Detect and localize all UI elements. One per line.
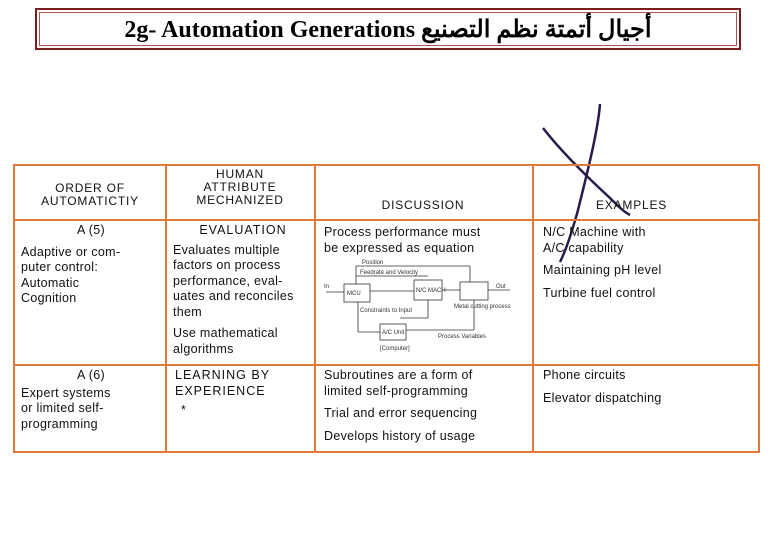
diagram-label-in: In xyxy=(324,284,330,290)
row-divider xyxy=(15,364,758,366)
diagram-label-process-variables: Process Variables xyxy=(438,334,486,340)
header-human-attribute: HUMAN ATTRIBUTE MECHANIZED xyxy=(196,167,284,207)
row2-examples: Phone circuits Elevator dispatching xyxy=(543,368,662,405)
diagram-label-ac-unit: A/C Unit xyxy=(382,330,405,336)
row1-discussion: Process performance must be expressed as equation xyxy=(324,225,481,255)
header-order: ORDER OF AUTOMATICTIY xyxy=(41,181,139,208)
row1-examples: N/C Machine with A/C capability Maintaining pH level Turbine fuel control xyxy=(543,225,662,300)
col-divider-2 xyxy=(314,166,316,451)
diagram-label-constraints: Constraints to Input xyxy=(360,308,413,314)
diagram-label-mcu: MCU xyxy=(347,291,361,297)
header-discussion: DISCUSSION xyxy=(381,198,465,212)
row2-order: A (6) Expert systems or limited self- programming xyxy=(21,368,111,431)
diagram-label-feedrate: Feedrate and Velocity xyxy=(360,270,419,276)
diagram-label-position: Position xyxy=(362,260,384,266)
diagram-label-computer: [Computer] xyxy=(380,346,410,352)
row1-order: A (5) Adaptive or com- puter control: Automatic Cognition xyxy=(21,223,121,305)
col-divider-3 xyxy=(532,166,534,451)
row2-discussion: Subroutines are a form of limited self-programming Trial and error sequencing Develops history of usage xyxy=(324,368,478,443)
diagram-label-metal-cutting: Metal cutting process xyxy=(454,304,511,310)
header-examples: EXAMPLES xyxy=(596,198,668,212)
control-loop-diagram xyxy=(320,258,528,356)
row2-attribute: LEARNING BY EXPERIENCE * xyxy=(175,368,271,417)
header-divider xyxy=(15,219,758,221)
col-divider-1 xyxy=(165,166,167,451)
page-title: 2g- Automation Generations أجيال أتمتة نظم التصنيع xyxy=(124,16,652,43)
diagram-label-out: Out xyxy=(496,284,506,290)
diagram-label-nc-mach: N/C MACH xyxy=(416,288,446,294)
row1-attribute: EVALUATION Evaluates multiple factors on process performance, eval- uates and reconciles them Use mathematical algorithms xyxy=(173,223,294,356)
automation-table xyxy=(13,164,760,453)
